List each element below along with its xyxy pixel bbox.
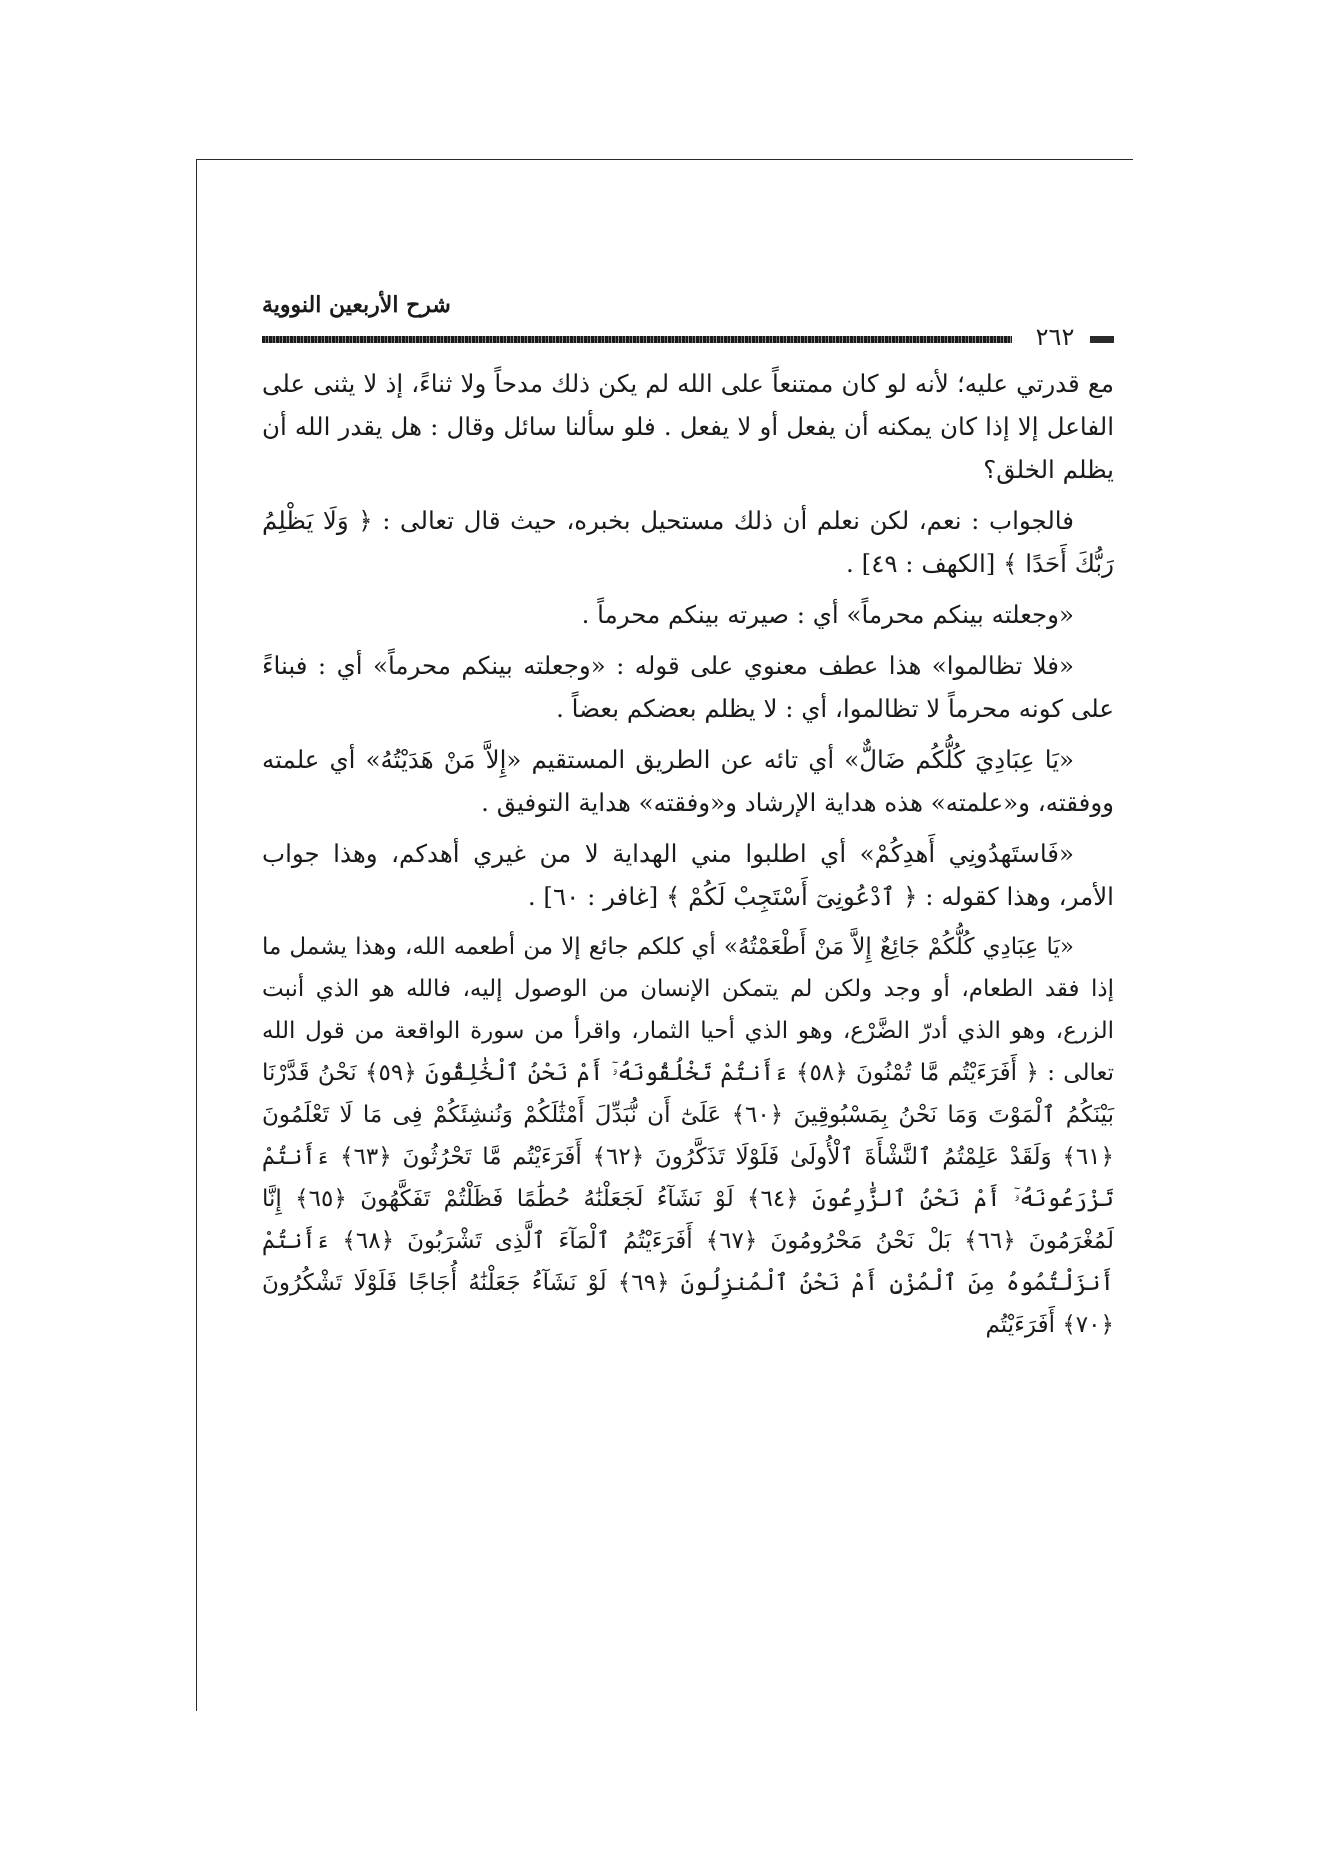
running-header-title: شرح الأربعين النووية — [262, 292, 451, 318]
paragraph-seek-guidance: «فَاستَهدُونِي أَهدِكُمْ» أي اطلبوا مني الهداية لا من غيري أهدكم، وهذا جواب الأمر، وهذا كقوله : ﴿ ٱدْعُونِىٓ أَسْتَجِبْ لَكُمْ ﴾ [غافر : ٦٠] . — [262, 839, 1114, 911]
page-number: ٢٦٢ — [1035, 323, 1075, 351]
paragraph-answer: فالجواب : نعم، لكن نعلم أن ذلك مستحيل بخبره، حيث قال تعالى : ﴿ وَلَا يَظْلِمُ رَبُّكَ أَحَدًا ﴾ [الكهف : ٤٩] . — [262, 506, 1114, 578]
paragraph-hungry: «يَا عِبَادِي كُلُّكُمْ جَائِعٌ إِلاَّ مَنْ أَطْعَمْتُهُ» أي كلكم جائع إلا من أطعمه الله، وهذا يشمل ما إذا فقد الطعام، أو وجد ولكن لم يتمكن الإنسان من الوصول إليه، فالله هو الذي أنبت الزرع، وهو الذي أدرّ الضَّرْع، وهو الذي أحيا الثمار، واقرأ من سورة الواقعة من قول الله تعالى : ﴿ أَفَرَءَيْتُم مَّا تُمْنُونَ ﴿٥٨﴾ ءَأَنتُمْ تَخْلُقُونَهُۥٓ أَمْ نَحْنُ ٱلْخَٰلِقُونَ ﴿٥٩﴾ نَحْنُ قَدَّرْنَا بَيْنَكُمُ ٱلْمَوْتَ وَمَا نَحْنُ بِمَسْبُوقِينَ ﴿٦٠﴾ عَلَىٰٓ أَن نُّبَدِّلَ أَمْثَٰلَكُمْ وَنُنشِئَكُمْ فِى مَا لَا تَعْلَمُونَ ﴿٦١﴾ وَلَقَدْ عَلِمْتُمُ ٱلنَّشْأَةَ ٱلْأُولَىٰ فَلَوْلَا تَذَكَّرُونَ ﴿٦٢﴾ أَفَرَءَيْتُم مَّا تَحْرُثُونَ ﴿٦٣﴾ ءَأَنتُمْ تَزْرَعُونَهُۥٓ أَمْ نَحْنُ ٱلزَّٰرِعُونَ ﴿٦٤﴾ لَوْ نَشَآءُ لَجَعَلْنَٰهُ حُطَٰمًا فَظَلْتُمْ تَفَكَّهُونَ ﴿٦٥﴾ إِنَّا لَمُغْرَمُونَ ﴿٦٦﴾ بَلْ نَحْنُ مَحْرُومُونَ ﴿٦٧﴾ أَفَرَءَيْتُمُ ٱلْمَآءَ ٱلَّذِى تَشْرَبُونَ ﴿٦٨﴾ ءَأَنتُمْ أَنزَلْتُمُوهُ مِنَ ٱلْمُزْنِ أَمْ نَحْنُ ٱلْمُنزِلُونَ ﴿٦٩﴾ لَوْ نَشَآءُ جَعَلْنَٰهُ أُجَاجًا فَلَوْلَا تَشْكُرُونَ ﴿٧٠﴾ أَفَرَءَيْتُم — [262, 934, 1115, 1338]
page-frame-left-line — [196, 159, 197, 1711]
paragraph-astray: «يَا عِبَادِيَ كُلُّكُم ضَالٌّ» أي تائه عن الطريق المستقيم «إِلاَّ مَنْ هَدَيْتُهُ» أي علمته ووفقته، و«علمته» هذه هداية الإرشاد و«وفقته» هداية التوفيق . — [262, 745, 1114, 817]
paragraph-continuation: مع قدرتي عليه؛ لأنه لو كان ممتنعاً على الله لم يكن ذلك مدحاً ولا ثناءً، إذ لا يثنى على الفاعل إلا إذا كان يمكنه أن يفعل أو لا يفعل . فلو سألنا سائل وقال : هل يقدر الله أن يظلم الخلق؟ — [262, 369, 1114, 484]
page-frame-top-line — [196, 159, 1133, 160]
header-rule — [262, 336, 1012, 343]
page-body — [262, 362, 1114, 1702]
paragraph-no-oppression: «فلا تظالموا» هذا عطف معنوي على قوله : «وجعلته بينكم محرماً» أي : فبناءً على كونه محرماً لا تظالموا، أي : لا يظلم بعضكم بعضاً . — [262, 651, 1114, 723]
header-rule-end-mark — [1090, 336, 1114, 343]
paragraph-forbidden: «وجعلته بينكم محرماً» أي : صيرته بينكم محرماً . — [581, 600, 1074, 629]
